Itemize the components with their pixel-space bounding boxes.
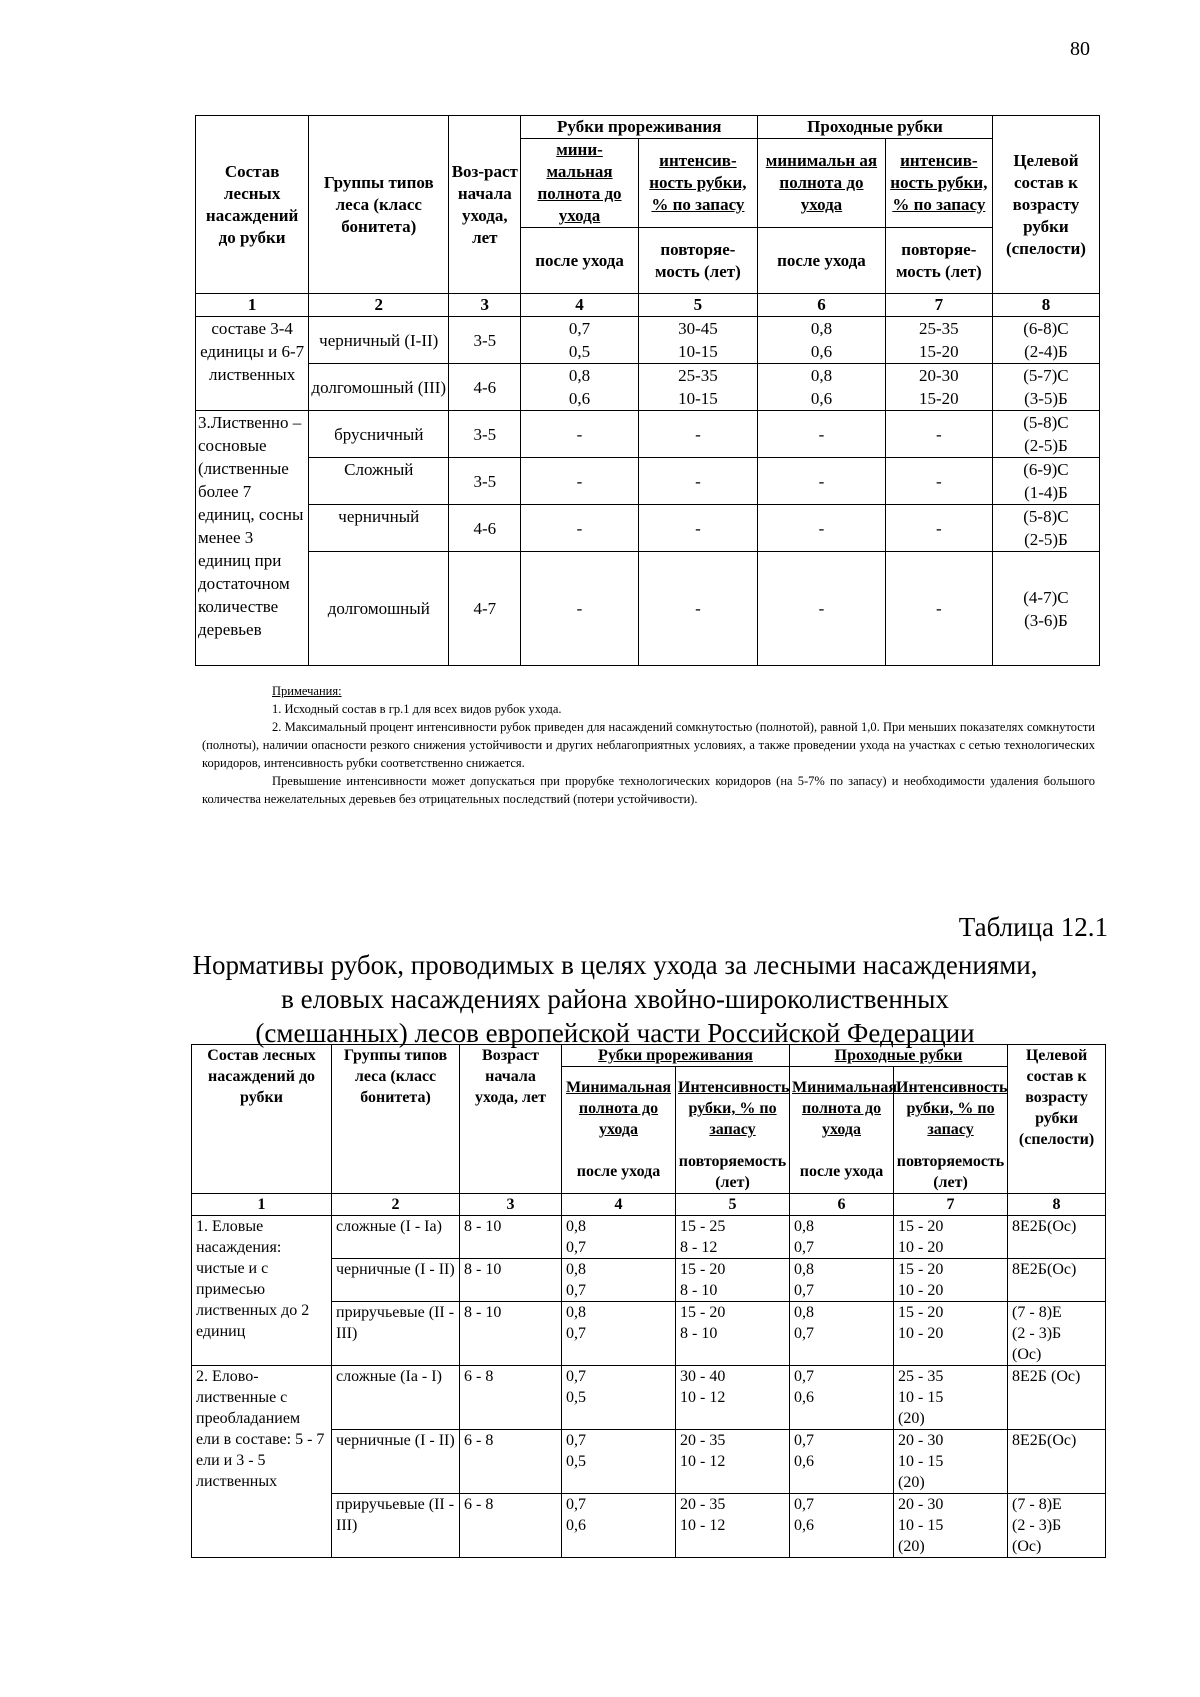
cell-c4: 0,8 0,7 [562, 1301, 676, 1365]
table-title: Нормативы рубок, проводимых в целях ухода за лесными насаждениями, в еловых насаждениях района хвойно-широколиственных (смешанных) лесов европейской части Российской Федерации [192, 950, 1038, 1048]
header-repeat-2: повторяе-мость (лет) [885, 228, 992, 294]
header-min-density-2: Минимальная полнота до ухода [790, 1067, 894, 1151]
table-number: Таблица 12.1 [958, 912, 1108, 942]
cell-type: Сложный [309, 458, 449, 505]
cell-c6: 0,8 0,7 [790, 1301, 894, 1365]
cell-age: 6 - 8 [460, 1365, 562, 1429]
cell-type: долгомошный (III) [309, 364, 449, 411]
cell-c7: 15 - 20 10 - 20 [894, 1258, 1008, 1301]
cell-c4: 0,7 0,5 [521, 317, 638, 364]
header-age: Воз-раст начала ухода, лет [449, 116, 521, 294]
cell-c7: 20 - 30 10 - 15 (20) [894, 1429, 1008, 1493]
cell-c7: - [885, 505, 992, 552]
cell-c4: 0,8 0,7 [562, 1258, 676, 1301]
cell-age: 3-5 [449, 411, 521, 458]
cell-c5: 20 - 35 10 - 12 [676, 1429, 790, 1493]
header-passing: Проходные рубки [758, 116, 993, 139]
header-min-density-2: минимальн ая полнота до ухода [758, 139, 886, 228]
header-composition: Состав лесных насаждений до рубки [192, 1045, 332, 1194]
cell-type: сложные (I - Ia) [332, 1215, 460, 1258]
header-repeat: повторяемость (лет) [894, 1151, 1008, 1194]
note-3: Превышение интенсивности может допускаться при прорубке технологических коридоров (на 5-7% по запасу) и необходимости удаления большого количества нежелательных деревьев без отрицательных последствий (потери устойчивости). [202, 774, 1095, 806]
cell-age: 3-5 [449, 317, 521, 364]
cell-c7: 15 - 20 10 - 20 [894, 1301, 1008, 1365]
header-intensity-2: Интенсивность рубки, % по запасу [894, 1067, 1008, 1151]
header-passing: Проходные рубки [790, 1045, 1008, 1067]
cell-c6: 0,7 0,6 [790, 1365, 894, 1429]
cell-c4: 0,7 0,5 [562, 1429, 676, 1493]
cell-c5: 15 - 20 8 - 10 [676, 1258, 790, 1301]
header-repeat: повторяемость (лет) [676, 1151, 790, 1194]
cell-age: 4-6 [449, 505, 521, 552]
header-after-care-2: после ухода [758, 228, 886, 294]
table-spruce [191, 1044, 1106, 1558]
table-row [192, 1365, 1106, 1429]
header-age: Возраст начала ухода, лет [460, 1045, 562, 1194]
cell-age: 6 - 8 [460, 1429, 562, 1493]
cell-c4: - [521, 505, 638, 552]
cell-c6: - [758, 552, 886, 666]
cell-c8: (5-7)С (3-5)Б [992, 364, 1099, 411]
header-after-care-1: после ухода [521, 228, 638, 294]
cell-c8: (5-8)С (2-5)Б [992, 505, 1099, 552]
cell-c4: 0,7 0,5 [562, 1365, 676, 1429]
cell-c5: 15 - 20 8 - 10 [676, 1301, 790, 1365]
header-min-density-1: Минимальная полнота до ухода [562, 1067, 676, 1151]
col-number: 7 [894, 1193, 1008, 1215]
cell-c5: 30 - 40 10 - 12 [676, 1365, 790, 1429]
cell-c4: 0,8 0,7 [562, 1215, 676, 1258]
cell-c6: - [758, 505, 886, 552]
cell-c7: - [885, 552, 992, 666]
cell-type: долгомошный [309, 552, 449, 666]
header-thinning: Рубки прореживания [562, 1045, 790, 1067]
table-row [196, 364, 1100, 411]
col-number: 8 [1008, 1193, 1106, 1215]
cell-c4: 0,8 0,6 [521, 364, 638, 411]
cell-c8: (7 - 8)Е (2 - 3)Б (Ос) [1008, 1493, 1106, 1557]
cell-c8: 8Е2Б(Ос) [1008, 1258, 1106, 1301]
group-label: 3.Лиственно –сосновые (лиственные более 7 единиц, сосны менее 3 единиц при достаточном количестве деревьев [196, 411, 309, 666]
cell-c8: (6-8)С (2-4)Б [992, 317, 1099, 364]
cell-c5: 30-45 10-15 [638, 317, 757, 364]
col-number: 3 [449, 294, 521, 317]
col-number: 1 [192, 1193, 332, 1215]
header-repeat-1: повторяе-мость (лет) [638, 228, 757, 294]
col-number: 1 [196, 294, 309, 317]
cell-type: сложные (Ia - I) [332, 1365, 460, 1429]
cell-c7: - [885, 458, 992, 505]
col-number: 4 [562, 1193, 676, 1215]
col-number: 6 [790, 1193, 894, 1215]
header-after-care: после ухода [790, 1151, 894, 1194]
cell-c4: - [521, 552, 638, 666]
cell-c5: - [638, 505, 757, 552]
cell-type: черничный [309, 505, 449, 552]
table-row [196, 458, 1100, 505]
note-2: 2. Максимальный процент интенсивности рубок приведен для насаждений сомкнутостью (полнотой), равной 1,0. При меньших показателях сомкнутости (полноты), наличии опасности резкого снижения устойчивости и других неблагоприятных условиях, а также проведении ухода на участках с сетью технологических коридоров, интенсивность рубки соответственно снижается. [202, 720, 1095, 770]
header-after-care: после ухода [562, 1151, 676, 1194]
cell-c5: 15 - 25 8 - 12 [676, 1215, 790, 1258]
header-intensity-1: Интенсивность рубки, % по запасу [676, 1067, 790, 1151]
header-intensity-2: интенсив-ность рубки, % по запасу [885, 139, 992, 228]
header-min-density-1: мини-мальная полнота до ухода [521, 139, 638, 228]
cell-type: черничные (I - II) [332, 1258, 460, 1301]
table-row [196, 505, 1100, 552]
cell-c5: 25-35 10-15 [638, 364, 757, 411]
cell-c4: 0,7 0,6 [562, 1493, 676, 1557]
cell-c6: - [758, 411, 886, 458]
header-target: Целевой состав к возрасту рубки (спелости) [992, 116, 1099, 294]
cell-age: 8 - 10 [460, 1258, 562, 1301]
cell-c5: - [638, 552, 757, 666]
page-number: 80 [1070, 38, 1090, 60]
cell-c7: 25-35 15-20 [885, 317, 992, 364]
cell-age: 8 - 10 [460, 1215, 562, 1258]
cell-c5: - [638, 458, 757, 505]
group-label: составе 3-4 единицы и 6-7 лиственных [196, 317, 309, 411]
cell-c6: 0,8 0,7 [790, 1215, 894, 1258]
cell-c8: 8Е2Б (Ос) [1008, 1365, 1106, 1429]
cell-c4: - [521, 411, 638, 458]
cell-c6: 0,7 0,6 [790, 1493, 894, 1557]
cell-c7: 25 - 35 10 - 15 (20) [894, 1365, 1008, 1429]
col-number: 2 [309, 294, 449, 317]
cell-c4: - [521, 458, 638, 505]
cell-c8: (5-8)С (2-5)Б [992, 411, 1099, 458]
cell-c6: 0,8 0,6 [758, 364, 886, 411]
cell-c5: - [638, 411, 757, 458]
group-label: 2. Елово-лиственные с преобладанием ели в составе: 5 - 7 ели и 3 - 5 лиственных [192, 1365, 332, 1557]
group-label: 1. Еловые насаждения: чистые и с примесью лиственных до 2 единиц [192, 1215, 332, 1365]
cell-type: приручьевые (II - III) [332, 1301, 460, 1365]
table-row [196, 552, 1100, 666]
cell-type: брусничный [309, 411, 449, 458]
cell-c6: - [758, 458, 886, 505]
col-number: 5 [638, 294, 757, 317]
cell-c7: 20-30 15-20 [885, 364, 992, 411]
cell-c6: 0,8 0,6 [758, 317, 886, 364]
cell-c8: (4-7)С (3-6)Б [992, 552, 1099, 666]
table-row [196, 317, 1100, 364]
header-composition: Состав лесных насаждений до рубки [196, 116, 309, 294]
table-pine-birch [195, 115, 1100, 666]
cell-c7: 20 - 30 10 - 15 (20) [894, 1493, 1008, 1557]
table-row [192, 1215, 1106, 1258]
col-number: 8 [992, 294, 1099, 317]
cell-type: черничные (I - II) [332, 1429, 460, 1493]
cell-c6: 0,8 0,7 [790, 1258, 894, 1301]
cell-type: приручьевые (II - III) [332, 1493, 460, 1557]
cell-c8: (6-9)С (1-4)Б [992, 458, 1099, 505]
col-number: 6 [758, 294, 886, 317]
cell-age: 6 - 8 [460, 1493, 562, 1557]
cell-c7: 15 - 20 10 - 20 [894, 1215, 1008, 1258]
cell-age: 8 - 10 [460, 1301, 562, 1365]
table-row [196, 411, 1100, 458]
header-intensity-1: интенсив-ность рубки, % по запасу [638, 139, 757, 228]
notes [202, 682, 1095, 808]
note-1: 1. Исходный состав в гр.1 для всех видов рубок ухода. [272, 702, 562, 716]
cell-age: 4-7 [449, 552, 521, 666]
cell-type: черничный (I-II) [309, 317, 449, 364]
col-number: 7 [885, 294, 992, 317]
col-number: 5 [676, 1193, 790, 1215]
col-number: 2 [332, 1193, 460, 1215]
header-thinning: Рубки прореживания [521, 116, 758, 139]
cell-c7: - [885, 411, 992, 458]
header-target: Целевой состав к возрасту рубки (спелости) [1008, 1045, 1106, 1194]
cell-age: 3-5 [449, 458, 521, 505]
col-number: 3 [460, 1193, 562, 1215]
notes-title: Примечания: [272, 684, 342, 698]
cell-c6: 0,7 0,6 [790, 1429, 894, 1493]
header-forest-type: Группы типов леса (класс бонитета) [332, 1045, 460, 1194]
cell-c5: 20 - 35 10 - 12 [676, 1493, 790, 1557]
cell-age: 4-6 [449, 364, 521, 411]
col-number: 4 [521, 294, 638, 317]
cell-c8: 8Е2Б(Ос) [1008, 1215, 1106, 1258]
header-forest-type: Группы типов леса (класс бонитета) [309, 116, 449, 294]
cell-c8: (7 - 8)Е (2 - 3)Б (Ос) [1008, 1301, 1106, 1365]
cell-c8: 8Е2Б(Ос) [1008, 1429, 1106, 1493]
